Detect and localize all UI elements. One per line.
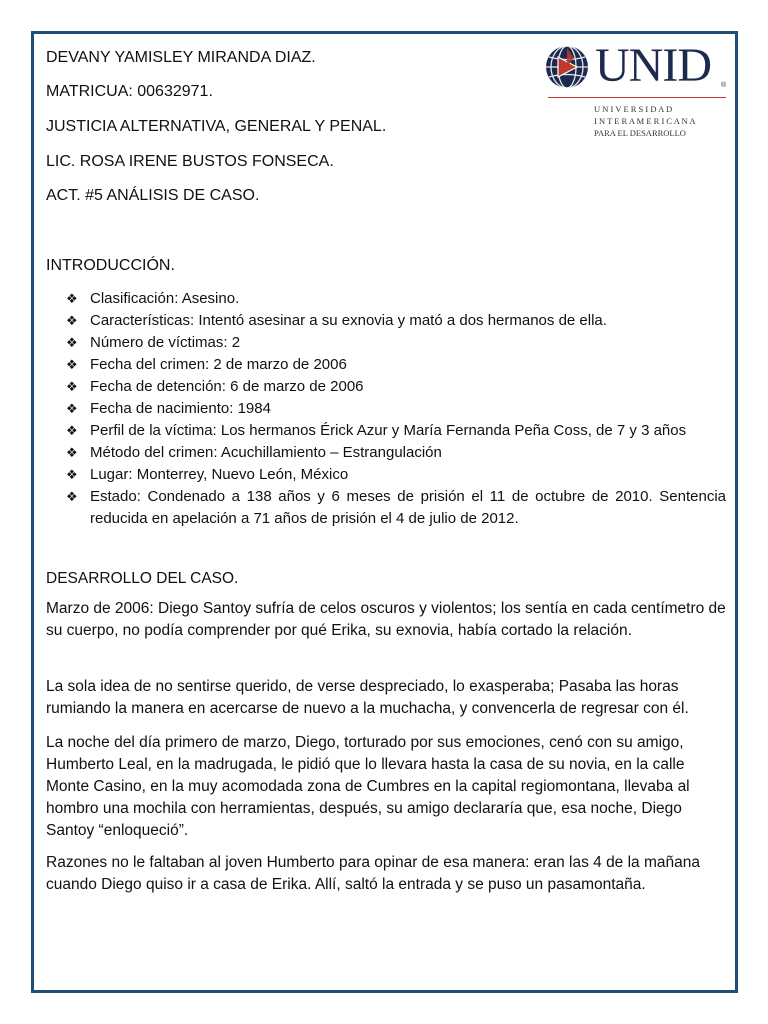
logo-line-2: I N T E R A M E R I C A N A bbox=[594, 116, 696, 126]
diamond-bullet-icon: ❖ bbox=[66, 445, 78, 460]
logo-divider bbox=[548, 97, 726, 98]
list-item: ❖ Fecha de nacimiento: 1984 bbox=[66, 398, 726, 420]
diamond-bullet-icon: ❖ bbox=[66, 467, 78, 482]
list-item: ❖ Número de víctimas: 2 bbox=[66, 332, 726, 354]
paragraph: Razones no le faltaban al joven Humberto para opinar de esa manera: eran las 4 de la mañana cuando Diego quiso ir a casa de Erika. Allí, saltó la entrada y se puso un pasamontaña. bbox=[46, 854, 700, 893]
logo-wordmark: UNID bbox=[595, 39, 711, 92]
fact-list bbox=[66, 288, 726, 530]
paragraph: La noche del día primero de marzo, Diego, torturado por sus emociones, cenó con su amigo, Humberto Leal, en la madrugada, le pidió que lo llevara hasta la casa de su novia, en la calle Monte Casino, en la muy acomodada zona de Cumbres en la capital regiomontana, llevaba al hombro una mochila con herramientas, después, su amigo declararía que, esa noche, Diego Santoy “enloqueció”. bbox=[46, 734, 690, 839]
course-name: JUSTICIA ALTERNATIVA, GENERAL Y PENAL. bbox=[46, 118, 387, 135]
registered-mark: ® bbox=[721, 82, 727, 89]
logo-line-3: PARA EL DESARROLLO bbox=[594, 128, 686, 138]
list-item: ❖ Fecha de detención: 6 de marzo de 2006 bbox=[66, 376, 726, 398]
diamond-bullet-icon: ❖ bbox=[66, 401, 78, 416]
development-heading: DESARROLLO DEL CASO. bbox=[46, 570, 239, 587]
teacher-name: LIC. ROSA IRENE BUSTOS FONSECA. bbox=[46, 153, 334, 170]
list-item: ❖ Clasificación: Asesino. bbox=[66, 288, 726, 310]
logo-line-1: U N I V E R S I D A D bbox=[594, 104, 673, 114]
student-name: DEVANY YAMISLEY MIRANDA DIAZ. bbox=[46, 49, 316, 66]
globe-icon bbox=[544, 44, 590, 90]
activity-title: ACT. #5 ANÁLISIS DE CASO. bbox=[46, 187, 260, 204]
list-item: ❖ Lugar: Monterrey, Nuevo León, México bbox=[66, 464, 726, 486]
intro-heading: INTRODUCCIÓN. bbox=[46, 257, 175, 274]
unid-logo bbox=[544, 39, 728, 144]
diamond-bullet-icon: ❖ bbox=[66, 335, 78, 350]
diamond-bullet-icon: ❖ bbox=[66, 423, 78, 438]
diamond-bullet-icon: ❖ bbox=[66, 489, 78, 504]
student-id: MATRICUA: 00632971. bbox=[46, 83, 213, 100]
list-item: ❖ Características: Intentó asesinar a su exnovia y mató a dos hermanos de ella. bbox=[66, 310, 726, 332]
paragraph: La sola idea de no sentirse querido, de verse despreciado, lo exasperaba; Pasaba las horas rumiando la manera en acercarse de nuevo a la muchacha, y convencerla de regresar con él. bbox=[46, 678, 689, 717]
list-item: ❖ Método del crimen: Acuchillamiento – Estrangulación bbox=[66, 442, 726, 464]
list-item: ❖ Perfil de la víctima: Los hermanos Érick Azur y María Fernanda Peña Coss, de 7 y 3 años bbox=[66, 420, 726, 442]
list-item: ❖ Fecha del crimen: 2 de marzo de 2006 bbox=[66, 354, 726, 376]
list-item: ❖ Estado: Condenado a 138 años y 6 meses de prisión el 11 de octubre de 2010. Sentencia reducida en apelación a 71 años de prisión el 4 de julio de 2012. bbox=[66, 488, 726, 527]
diamond-bullet-icon: ❖ bbox=[66, 357, 78, 372]
diamond-bullet-icon: ❖ bbox=[66, 313, 78, 328]
diamond-bullet-icon: ❖ bbox=[66, 379, 78, 394]
diamond-bullet-icon: ❖ bbox=[66, 291, 78, 306]
paragraph: Marzo de 2006: Diego Santoy sufría de celos oscuros y violentos; los sentía en cada centímetro de su cuerpo, no podía comprender por qué Erika, su exnovia, había cortado la relación. bbox=[46, 600, 726, 639]
